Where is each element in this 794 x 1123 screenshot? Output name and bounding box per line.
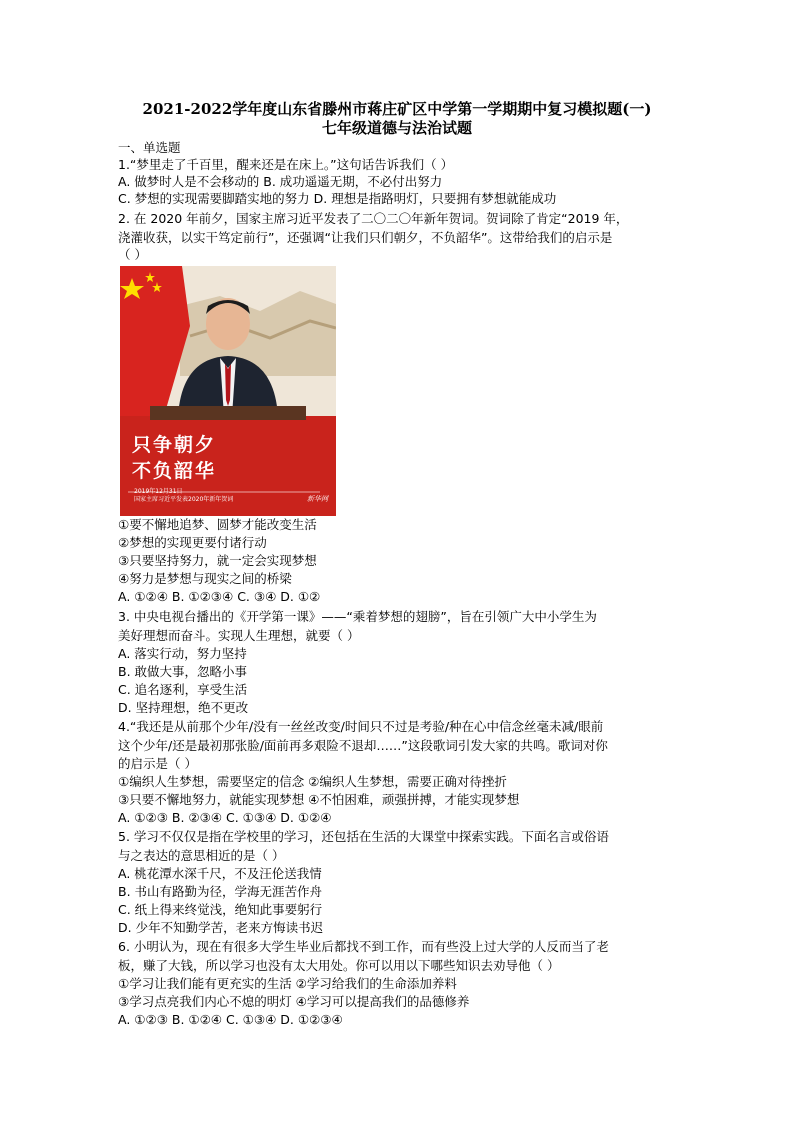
option-line: A. ①②③ B. ②③④ C. ①③④ D. ①②④ xyxy=(118,810,332,825)
exam-subtitle: 七年级道德与法治试题 xyxy=(321,119,472,137)
option-line: A. 落实行动，努力坚持 xyxy=(118,646,247,661)
question-line: （ ） xyxy=(118,247,147,262)
option-line: A. 桃花潭水深千尺，不及汪伦送我情 xyxy=(118,866,322,881)
photo-caption-2: 不负韶华 xyxy=(132,460,217,482)
statement: ③只要不懈地努力，就能实现梦想 ④不怕困难，顽强拼搏，才能实现梦想 xyxy=(118,792,520,807)
statement: ③只要坚持努力，就一定会实现梦想 xyxy=(118,553,317,568)
question-line: 与之表达的意思相近的是（ ） xyxy=(118,848,285,863)
question-line: 这个少年/还是最初那张脸/面前再多艰险不退却……”这段歌词引发大家的共鸣。歌词对你 xyxy=(118,738,608,753)
question-line: 美好理想而奋斗。实现人生理想，就要（ ） xyxy=(118,628,360,643)
statement: ①学习让我们能有更充实的生活 ②学习给我们的生命添加养料 xyxy=(118,976,457,991)
option-line: A. ①②④ B. ①②③④ C. ③④ D. ①② xyxy=(118,589,321,604)
exam-title: 2021-2022学年度山东省滕州市蒋庄矿区中学第一学期期中复习模拟题(一) xyxy=(142,100,652,118)
option-line: C. 梦想的实现需要脚踏实地的努力 D. 理想是指路明灯，只要拥有梦想就能成功 xyxy=(118,191,557,206)
question-line: 板，赚了大钱，所以学习也没有太大用处。你可以用以下哪些知识去劝导他（ ） xyxy=(118,958,560,973)
option-line: C. 纸上得来终觉浅，绝知此事要躬行 xyxy=(118,902,323,917)
option-line: B. 敢做大事，忽略小事 xyxy=(118,664,248,679)
photo-date: 2019年12月31日 xyxy=(134,488,183,495)
question-line: 的启示是（ ） xyxy=(118,756,197,771)
question-3: 3. 中央电视台播出的《开学第一课》——“乘着梦想的翅膀”，旨在引领广大中小学生为 xyxy=(118,609,597,624)
section-heading: 一、单选题 xyxy=(118,140,181,155)
statement: ④努力是梦想与现实之间的桥梁 xyxy=(118,571,292,586)
option-line: A. ①②③ B. ①②④ C. ①③④ D. ①②③④ xyxy=(118,1012,343,1027)
statement: ②梦想的实现更要付诸行动 xyxy=(118,535,267,550)
option-line: B. 书山有路勤为径，学海无涯苦作舟 xyxy=(118,884,323,899)
question-5: 5. 学习不仅仅是指在学校里的学习，还包括在生活的大课堂中探索实践。下面名言或俗语 xyxy=(118,829,609,844)
question-2: 2. 在 2020 年前夕，国家主席习近平发表了二〇二〇年新年贺词。贺词除了肯定“2019 年， xyxy=(118,211,629,226)
new-year-speech-photo xyxy=(120,266,336,516)
statement: ③学习点亮我们内心不熄的明灯 ④学习可以提高我们的品德修养 xyxy=(118,994,470,1009)
question-1: 1.“梦里走了千百里，醒来还是在床上。”这句话告诉我们（ ） xyxy=(118,157,454,172)
statement: ①要不懈地追梦、圆梦才能改变生活 xyxy=(118,517,317,532)
option-line: D. 坚持理想，绝不更改 xyxy=(118,700,249,715)
statement: ①编织人生梦想，需要坚定的信念 ②编织人生梦想，需要正确对待挫折 xyxy=(118,774,507,789)
question-line: 浇灌收获，以实干笃定前行”，还强调“让我们只们朝夕，不负韶华”。这带给我们的启示是 xyxy=(118,230,613,245)
option-line: C. 追名逐利，享受生活 xyxy=(118,682,248,697)
question-4: 4.“我还是从前那个少年/没有一丝丝改变/时间只不过是考验/种在心中信念丝毫未减/眼前 xyxy=(118,719,604,734)
question-6: 6. 小明认为，现在有很多大学生毕业后都找不到工作，而有些没上过大学的人反而当了老 xyxy=(118,939,609,954)
photo-logo: 新华网 xyxy=(307,495,328,503)
option-line: D. 少年不知勤学苦，老来方悔读书迟 xyxy=(118,920,324,935)
photo-source: 国家主席习近平发表2020年新年贺词 xyxy=(134,496,234,503)
option-line: A. 做梦时人是不会移动的 B. 成功遥遥无期，不必付出努力 xyxy=(118,174,443,189)
photo-caption-1: 只争朝夕 xyxy=(132,434,217,456)
